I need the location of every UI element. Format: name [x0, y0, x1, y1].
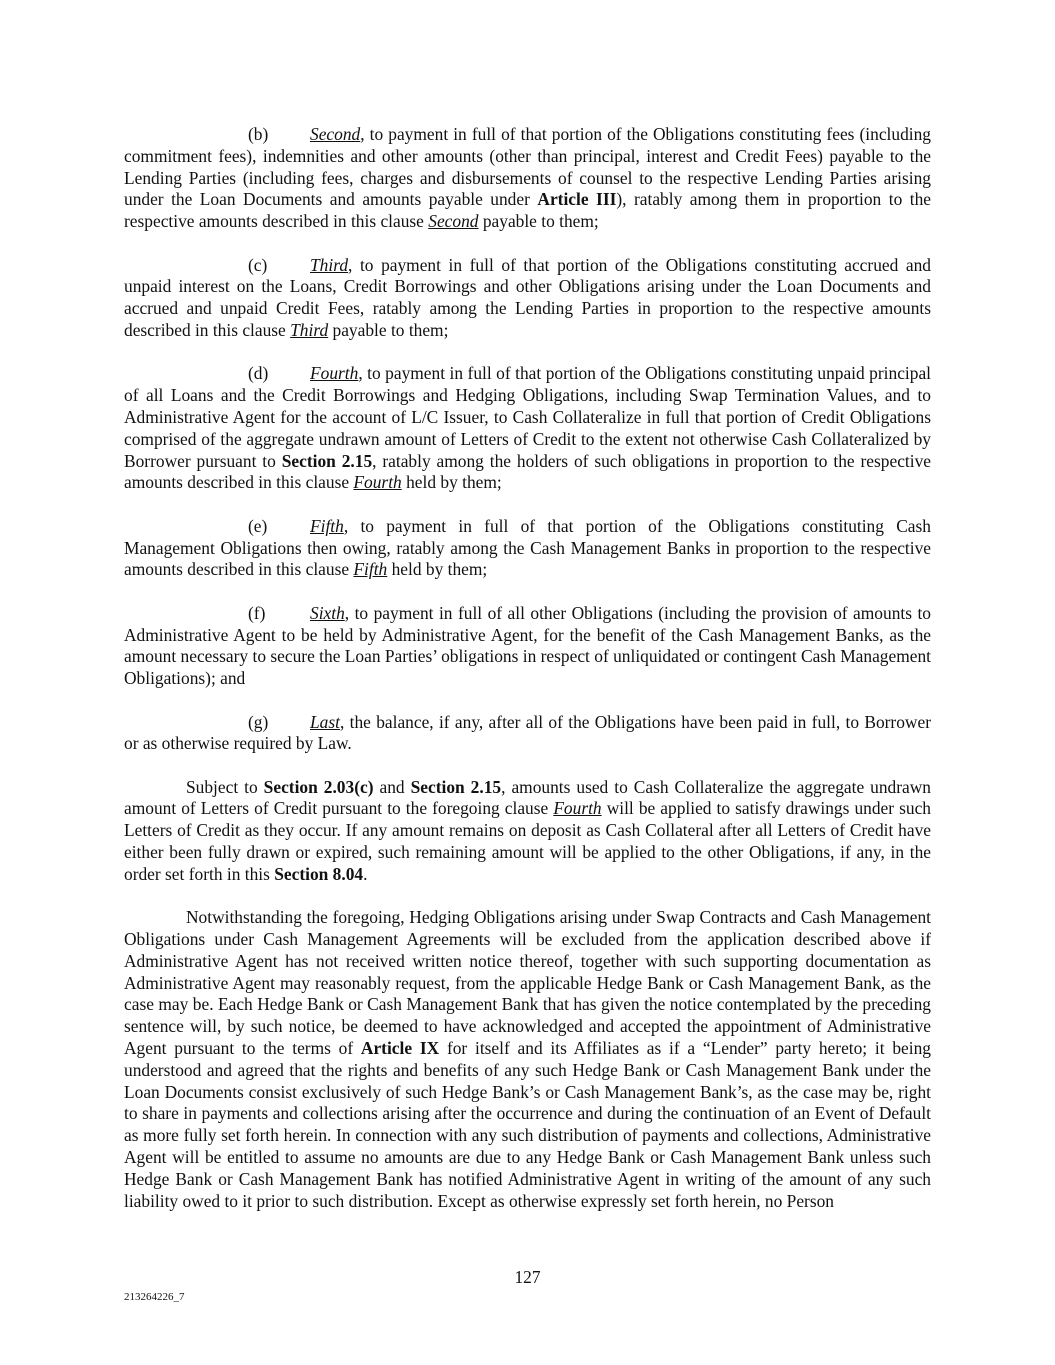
- clause-paragraph: (e) Fifth, to payment in full of that portion of the Obligations constituting Cash Management Obligations then owing, ratably among the Cash Management Banks in proportion to the respective amounts described in this clause Fifth held by them;: [124, 515, 931, 580]
- clause-label: (c): [248, 254, 268, 275]
- body-paragraph: Notwithstanding the foregoing, Hedging Obligations arising under Swap Contracts and Cash Management Obligations under Cash Management Agreements will be excluded from the application described above if Administrative Agent has not received written notice thereof, together with such supporting documentation as Administrative Agent may reasonably request, from the applicable Hedge Bank or Cash Management Bank, as the case may be. Each Hedge Bank or Cash Management Bank that has given the notice contemplated by the preceding sentence will, by such notice, be deemed to have acknowledged and accepted the appointment of Administrative Agent pursuant to the terms of Article IX for itself and its Affiliates as if a “Lender” party hereto; it being understood and agreed that the rights and benefits of any such Hedge Bank or Cash Management Bank under the Loan Documents consist exclusively of such Hedge Bank’s or Cash Management Bank’s, as the case may be, right to share in payments and collections arising after the occurrence and during the continuation of an Event of Default as more fully set forth herein. In connection with any such distribution of payments and collections, Administrative Agent will be entitled to assume no amounts are due to any Hedge Bank or Cash Management Bank unless such Hedge Bank or Cash Management Bank has notified Administrative Agent in writing of the amount of any such liability owed to it prior to such distribution. Except as otherwise expressly set forth herein, no Person: [124, 907, 931, 1211]
- bold-reference: Article IX: [360, 1038, 440, 1059]
- clause-term-reference: Second: [428, 211, 479, 232]
- page-number: 127: [514, 1267, 541, 1287]
- clause-label: (g): [248, 711, 269, 732]
- body-paragraph: Subject to Section 2.03(c) and Section 2.15, amounts used to Cash Collateralize the aggregate undrawn amount of Letters of Credit pursuant to the foregoing clause Fourth will be applied to satisfy drawings under such Letters of Credit as they occur. If any amount remains on deposit as Cash Collateral after all Letters of Credit have either been fully drawn or expired, such remaining amount will be applied to the other Obligations, if any, in the order set forth in this Section 8.04.: [124, 776, 932, 884]
- clause-term: Last: [310, 711, 340, 732]
- clause-term: Fifth: [310, 515, 344, 536]
- clause-label: (d): [248, 363, 269, 384]
- clause-paragraph: (f) Sixth, to payment in full of all other Obligations (including the provision of amounts to Administrative Agent to be held by Administrative Agent, for the benefit of the Cash Management Banks, as the amount necessary to secure the Loan Parties’ obligations in respect of unliquidated or contingent Cash Management Obligations); and: [124, 602, 931, 689]
- clause-label: (e): [248, 515, 268, 536]
- clause-paragraph: (g) Last, the balance, if any, after all of the Obligations have been paid in full, to Borrower or as otherwise required by Law.: [124, 711, 931, 754]
- clause-paragraph: (c) Third, to payment in full of that portion of the Obligations constituting accrued and unpaid interest on the Loans, Credit Borrowings and other Obligations arising under the Loan Documents and accrued and unpaid Credit Fees, ratably among the Lending Parties in proportion to the respective amounts described in this clause Third payable to them;: [124, 254, 931, 340]
- clause-term: Sixth: [310, 602, 345, 623]
- clause-label: (f): [248, 602, 266, 623]
- clause-term: Second: [310, 124, 361, 144]
- bold-reference: Section 2.15: [410, 776, 502, 797]
- clause-paragraph: (d) Fourth, to payment in full of that portion of the Obligations constituting unpaid principal of all Loans and the Credit Borrowings and Hedging Obligations, including Swap Termination Values, and to Administrative Agent for the account of L/C Issuer, to Cash Collateralize in full that portion of Credit Obligations comprised of the aggregate undrawn amount of Letters of Credit to the extent not otherwise Cash Collateralized by Borrower pursuant to Section 2.15, ratably among the holders of such obligations in proportion to the respective amounts described in this clause Fourth held by them;: [124, 363, 931, 493]
- clause-term-reference: Fourth: [553, 798, 602, 819]
- clause-term-reference: Fifth: [353, 559, 388, 580]
- clause-label: (b): [248, 124, 269, 144]
- document-body: [124, 124, 931, 1212]
- document-id: 213264226_7: [124, 1291, 185, 1303]
- clause-paragraph: (b) Second, to payment in full of that portion of the Obligations constituting fees (including commitment fees), indemnities and other amounts (other than principal, interest and Credit Fees) payable to the Lending Parties (including fees, charges and disbursements of counsel to the respective Lending Parties arising under the Loan Documents and amounts payable under Article III), ratably among them in proportion to the respective amounts described in this clause Second payable to them;: [124, 124, 932, 232]
- bold-reference: Article III: [537, 189, 617, 210]
- bold-reference: Section 2.03(c): [263, 776, 374, 797]
- clause-term-reference: Fourth: [353, 472, 402, 493]
- bold-reference: Section 2.15: [281, 450, 373, 471]
- bold-reference: Section 8.04: [274, 863, 364, 884]
- clause-term: Fourth: [310, 363, 359, 384]
- clause-term: Third: [310, 254, 349, 275]
- clause-term-reference: Third: [290, 319, 329, 340]
